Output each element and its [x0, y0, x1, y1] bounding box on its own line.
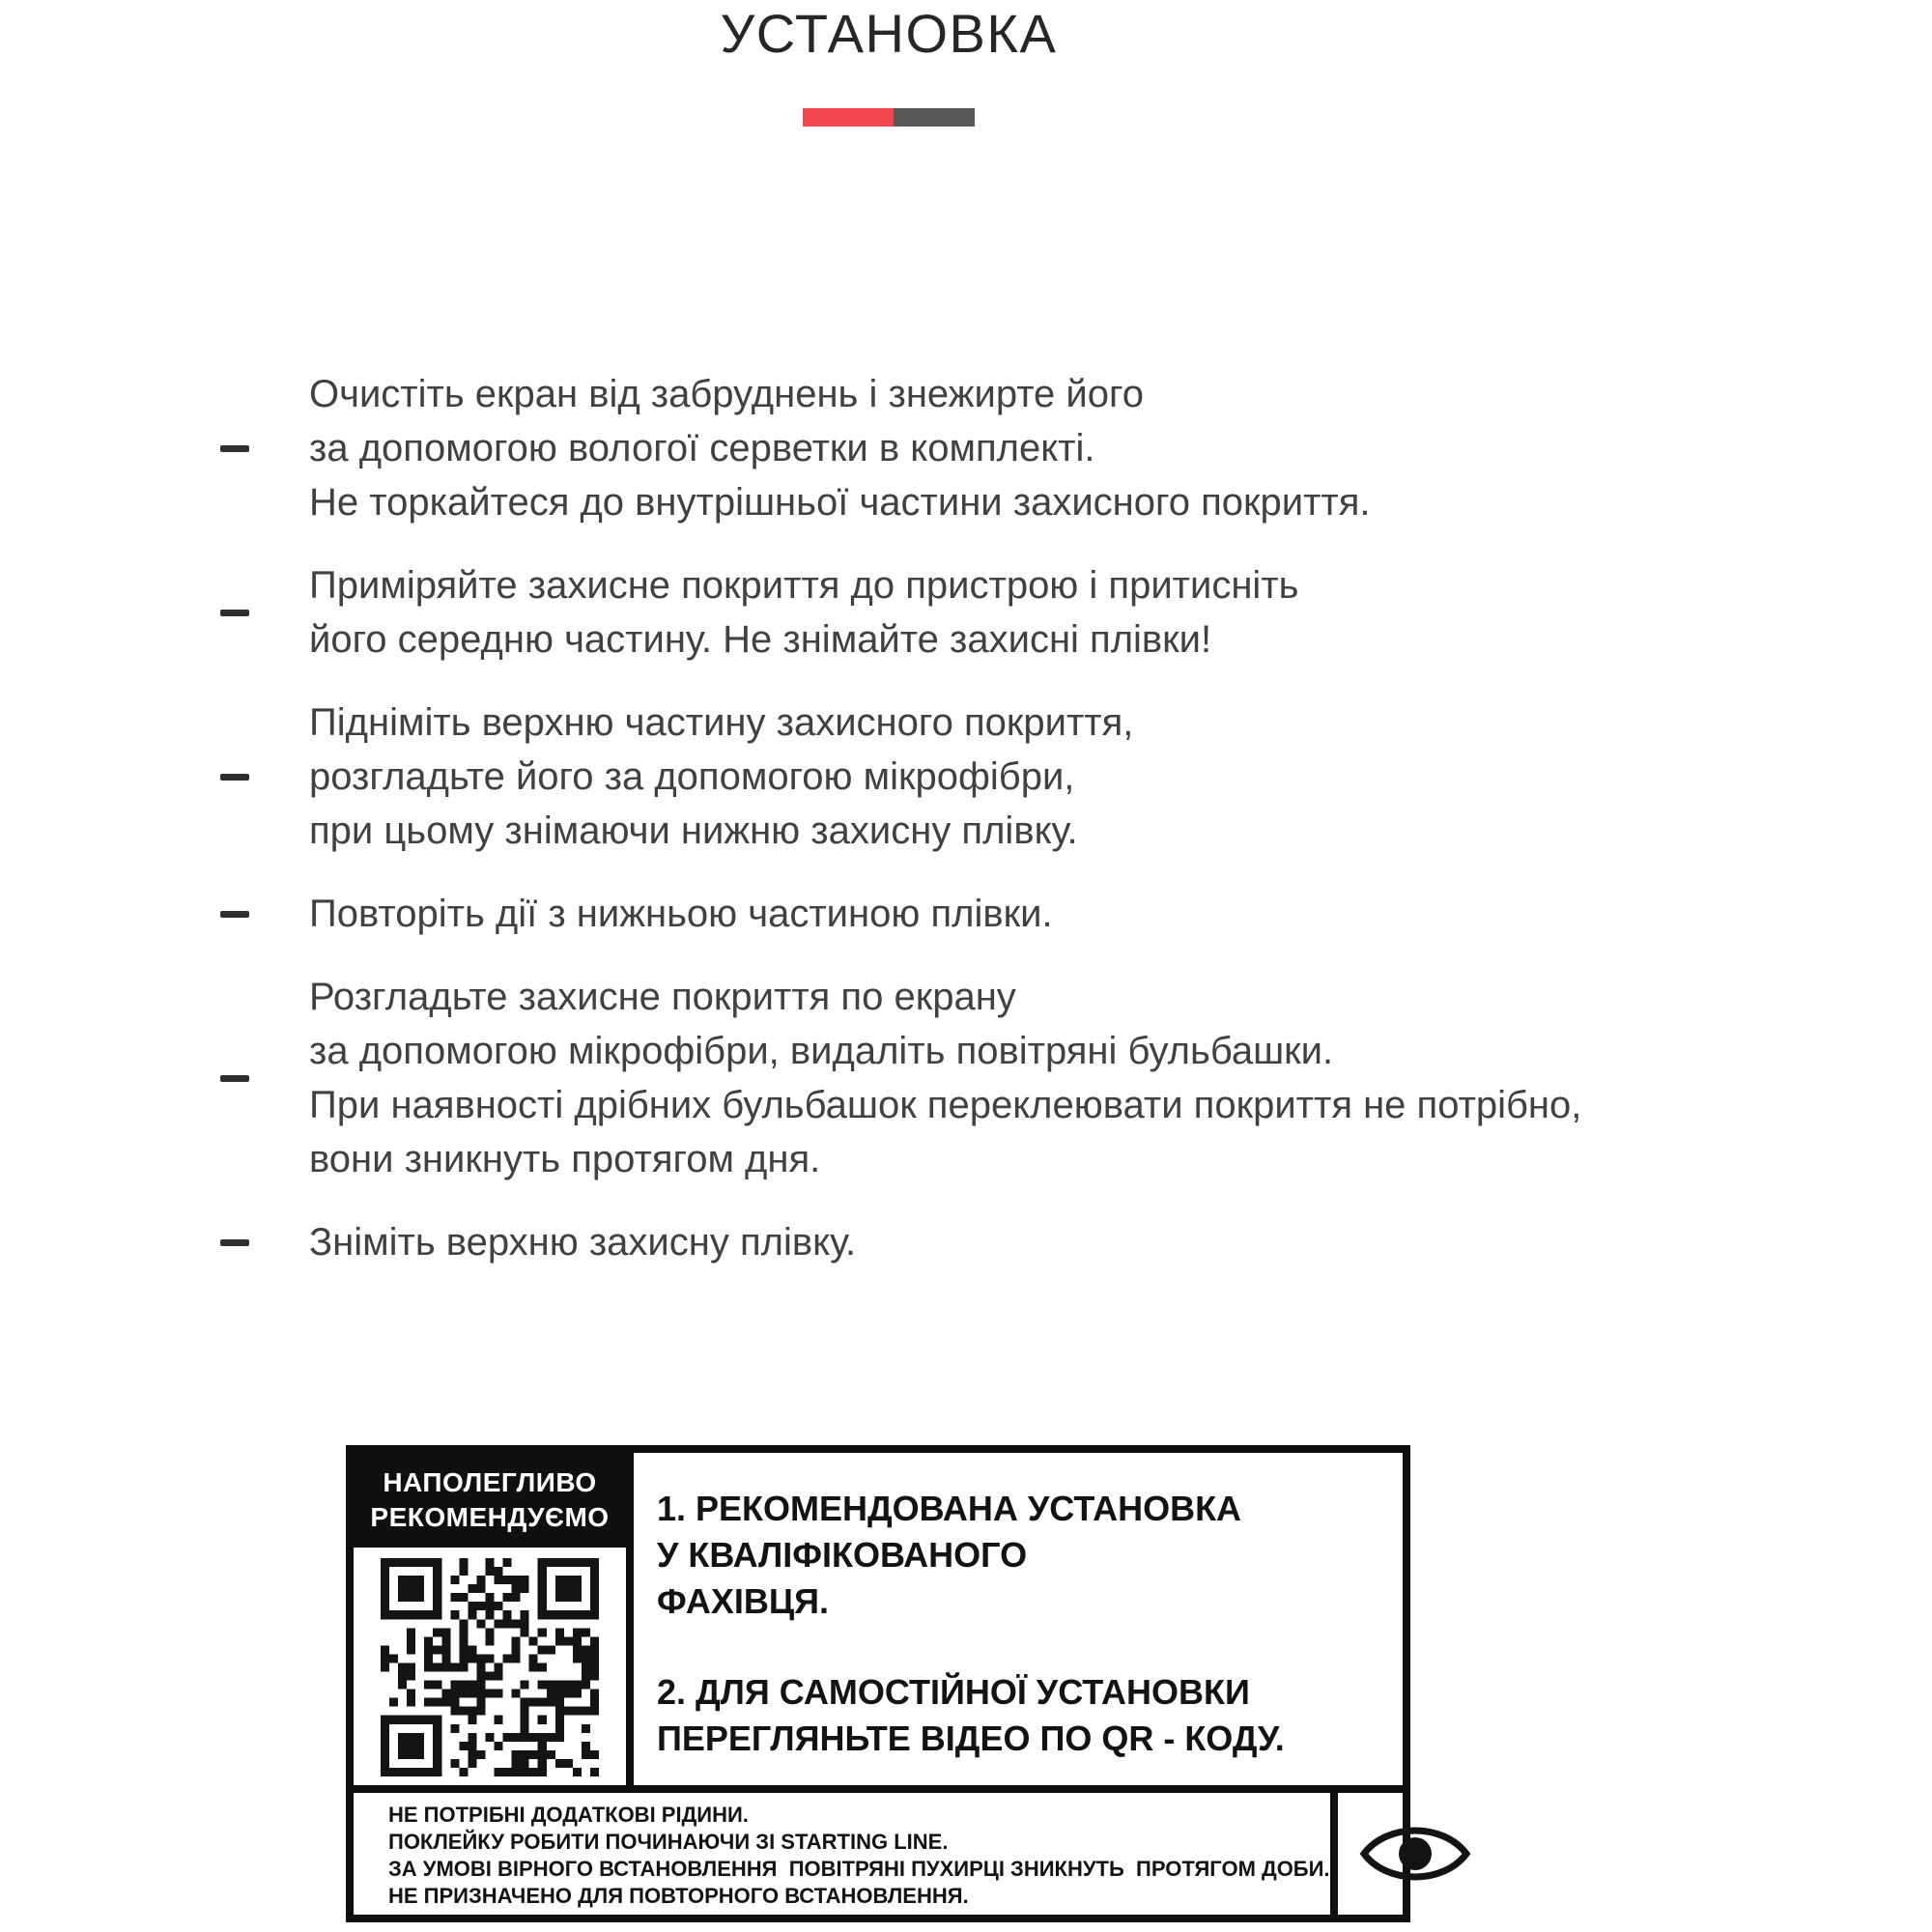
qr-code: [381, 1558, 599, 1776]
eye-icon-cell: [1330, 1793, 1492, 1915]
recommendation-line: У КВАЛІФІКОВАНОГО: [657, 1535, 1028, 1575]
eye-icon: [1357, 1816, 1473, 1891]
page-title: УСТАНОВКА: [720, 3, 1058, 64]
recommendation-line: 1. РЕКОМЕНДОВАНА УСТАНОВКА: [657, 1489, 1242, 1528]
step-line: вони зникнуть протягом дня.: [309, 1138, 821, 1180]
list-item: [0, 367, 1932, 529]
accent-bar-gray-segment: [894, 108, 975, 127]
step-line: При наявності дрібних бульбашок переклеювати покриття не потрібно,: [309, 1084, 1582, 1126]
instruction-list: [0, 367, 1932, 1269]
note-line: ПОКЛЕЙКУ РОБИТИ ПОЧИНАЮЧИ ЗІ STARTING LINE.: [388, 1830, 949, 1854]
list-item: [0, 1215, 1932, 1269]
recommendation-box-left-column: [354, 1453, 634, 1785]
step-line: Розгладьте захисне покриття по екрану: [309, 976, 1016, 1018]
step-line: Приміряйте захисне покриття до пристрою і притисніть: [309, 564, 1299, 607]
list-item: [0, 696, 1932, 858]
step-line: Зніміть верхню захисну плівку.: [309, 1221, 857, 1264]
list-item: [0, 970, 1932, 1186]
step-line: Очистіть екран від забруднень і знежирте його: [309, 373, 1144, 415]
step-line: Не торкайтеся до внутрішньої частини захисного покриття.: [309, 481, 1371, 524]
recommendation-items: [634, 1453, 1403, 1785]
dash-bullet-icon: [220, 610, 249, 616]
step-line: його середню частину. Не знімайте захисні плівки!: [309, 618, 1212, 661]
step-text: [309, 887, 1053, 941]
recommendation-box-bottom: [354, 1785, 1403, 1915]
step-text: [309, 558, 1298, 667]
step-line: за допомогою вологої серветки в комплекті.: [309, 427, 1095, 469]
recommendation-line: 2. ДЛЯ САМОСТІЙНОЇ УСТАНОВКИ: [657, 1672, 1250, 1712]
step-line: при цьому знімаючи нижню захисну плівку.: [309, 810, 1078, 852]
list-item: [0, 887, 1932, 941]
dash-bullet-icon: [220, 445, 249, 452]
step-line: Повторіть дії з нижньою частиною плівки.: [309, 893, 1053, 935]
note-line: НЕ ПОТРІБНІ ДОДАТКОВІ РІДИНИ.: [388, 1803, 749, 1827]
badge-line-2: РЕКОМЕНДУЄМО: [370, 1502, 610, 1532]
dash-bullet-icon: [220, 1239, 249, 1246]
step-line: Підніміть верхню частину захисного покриття,: [309, 701, 1134, 744]
recommendation-box-top: [354, 1453, 1403, 1785]
recommendation-box: [346, 1445, 1410, 1922]
accent-bar-red-segment: [803, 108, 894, 127]
list-item: [0, 558, 1932, 667]
dash-bullet-icon: [220, 774, 249, 781]
step-text: [309, 1215, 856, 1269]
note-line: НЕ ПРИЗНАЧЕНО ДЛЯ ПОВТОРНОГО ВСТАНОВЛЕННЯ.: [388, 1884, 969, 1908]
accent-bar: [803, 108, 975, 127]
note-line: ЗА УМОВІ ВІРНОГО ВСТАНОВЛЕННЯ ПОВІТРЯНІ ПУХИРЦІ ЗНИКНУТЬ ПРОТЯГОМ ДОБИ.: [388, 1857, 1330, 1881]
header: [0, 0, 1777, 131]
recommendation-item: [657, 1669, 1387, 1762]
badge-line-1: НАПОЛЕГЛИВО: [383, 1467, 597, 1497]
recommendation-item: [657, 1486, 1387, 1625]
recommendation-line: ПЕРЕГЛЯНЬТЕ ВІДЕО ПО QR - КОДУ.: [657, 1719, 1285, 1758]
step-line: розгладьте його за допомогою мікрофібри,: [309, 755, 1075, 798]
dash-bullet-icon: [220, 911, 249, 918]
step-line: за допомогою мікрофібри, видаліть повітряні бульбашки.: [309, 1030, 1334, 1072]
strongly-recommend-badge: [354, 1453, 626, 1548]
step-text: [309, 696, 1133, 858]
step-text: [309, 970, 1581, 1186]
dash-bullet-icon: [220, 1075, 249, 1082]
step-text: [309, 367, 1371, 529]
installation-notes: [354, 1793, 1330, 1915]
recommendation-line: ФАХІВЦЯ.: [657, 1581, 830, 1621]
